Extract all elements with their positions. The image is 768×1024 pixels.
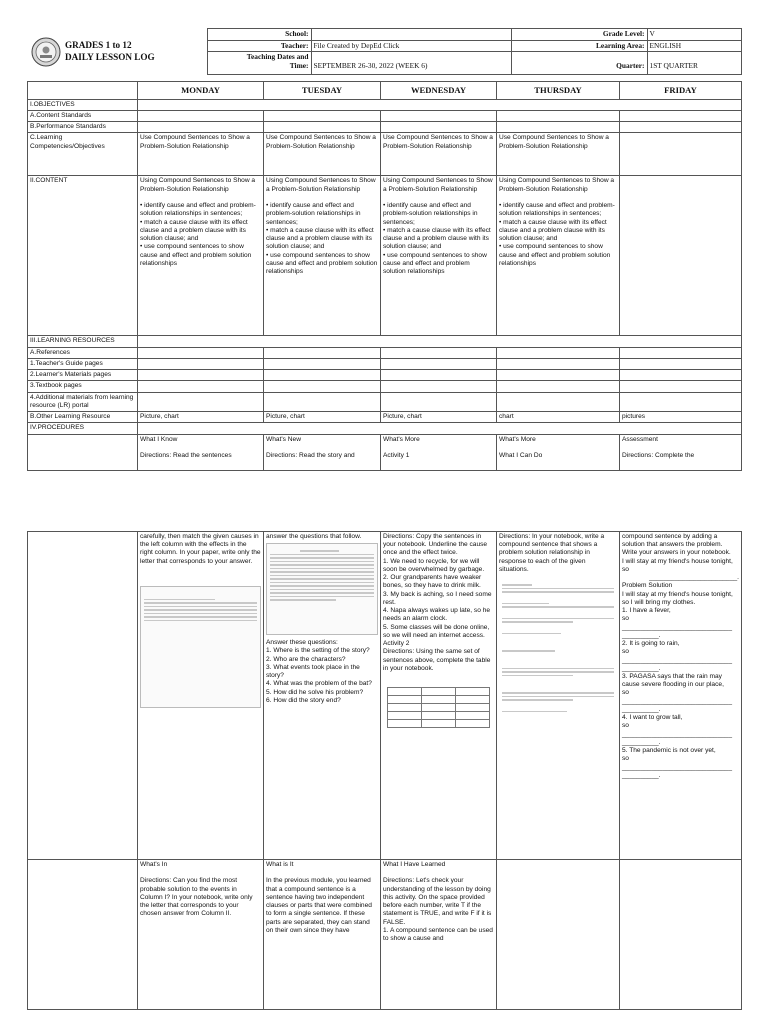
- friday-item-5: 5. The pandemic is not over yet,: [622, 747, 716, 755]
- content-bullet-1: • identify cause and effect and problem-solution relationships in sentences;: [266, 202, 361, 226]
- blank-short: __________.: [622, 664, 661, 672]
- proc-text: What I Can Do: [499, 452, 543, 460]
- cell: [381, 370, 497, 381]
- row-textbook: 3.Textbook pages: [28, 381, 138, 392]
- cell: [138, 122, 264, 133]
- proc-text: Directions: Read the sentences: [140, 452, 232, 460]
- cell: [138, 336, 742, 347]
- area-label: Learning Area:: [511, 40, 647, 52]
- cell: [497, 358, 620, 369]
- content-title: Using Compound Sentences to Show a Problem-Solution Relationship: [266, 177, 376, 193]
- blank-short: __________.: [622, 705, 661, 713]
- day-header-wednesday: WEDNESDAY: [381, 82, 497, 100]
- row-content: II.CONTENT: [28, 176, 138, 336]
- row-competencies: C.Learning Competencies/Objectives: [28, 133, 138, 176]
- question-4: 4. What was the problem of the bat?: [266, 680, 372, 688]
- friday-example-2: I will stay at my friend's house tonight, so I will bring my clothes.: [622, 590, 733, 606]
- blank-short: __________.: [622, 631, 661, 639]
- question-1: 1. Where is the setting of the story?: [266, 647, 370, 655]
- so-label: so: [622, 722, 629, 730]
- cell: [455, 687, 489, 695]
- proc-text: Directions: Read the story and: [266, 452, 355, 460]
- cell: [620, 347, 742, 358]
- friday-directions: compound sentence by adding a solution that answers the problem. Write your answers in your notebook.: [622, 533, 731, 557]
- proc-tuesday: [264, 434, 381, 470]
- row-procedures: IV.PROCEDURES: [28, 423, 138, 434]
- day-header-friday: FRIDAY: [620, 82, 742, 100]
- p2b-wednesday: [381, 860, 497, 1010]
- dates-value: [311, 52, 511, 75]
- cell: [381, 122, 497, 133]
- situations-image: [499, 584, 617, 774]
- so-label: so: [622, 648, 629, 656]
- cell: [497, 392, 620, 411]
- area-value: ENGLISH: [647, 40, 741, 52]
- content-monday: [138, 176, 264, 336]
- title-line-1: GRADES 1 to 12: [65, 40, 132, 50]
- cell: [620, 176, 742, 336]
- whats-in-directions: Directions: Can you find the most probable solution to the events in Column I? In your notebook, write only the letter that corresponds to your chosen answer from Column II.: [140, 877, 253, 918]
- activity-2-directions: Directions: Using the same set of sentences above, complete the table in your notebook.: [383, 648, 491, 672]
- other-monday: Picture, chart: [138, 412, 264, 423]
- matching-exercise-image: [140, 586, 261, 708]
- cause-effect-table-image: [383, 687, 494, 739]
- blank-short: __________.: [622, 738, 661, 746]
- cell: [264, 392, 381, 411]
- tuesday-intro: answer the questions that follow.: [266, 533, 362, 540]
- competency-monday: Use Compound Sentences to Show a Problem-Solution Relationship: [138, 133, 264, 176]
- competency-thursday: Use Compound Sentences to Show a Problem-Solution Relationship: [497, 133, 620, 176]
- blank-short: __________.: [622, 771, 661, 779]
- cell: [264, 370, 381, 381]
- so-label: so: [622, 689, 629, 697]
- cell: [388, 695, 422, 703]
- content-tuesday: [264, 176, 381, 336]
- day-header-blank: [28, 82, 138, 100]
- whats-in-heading: What's In: [140, 861, 168, 868]
- wed-sentence-1: 1. We need to recycle, for we will soon be overwhelmed by garbage.: [383, 557, 485, 573]
- competency-wednesday: Use Compound Sentences to Show a Problem-Solution Relationship: [381, 133, 497, 176]
- content-bullet-3: • use compound sentences to show cause and effect and problem solution relationships: [266, 251, 378, 276]
- cell: [497, 860, 620, 1010]
- cell: [388, 703, 422, 711]
- content-bullet-2: • match a cause clause with its effect clause and a problem clause with its solution clause; and: [140, 218, 248, 243]
- p2b-monday: [138, 860, 264, 1010]
- cell: [422, 687, 456, 695]
- dates-label-line-2: Time:: [289, 60, 309, 70]
- cell: [381, 110, 497, 121]
- content-bullet-1: • identify cause and effect and problem-solution relationships in sentences;: [140, 202, 256, 218]
- what-i-have-learned-directions: Directions: Let's check your understanding of the lesson by doing this activity. On the space provided before each number, write T if the statement is TRUE, and write F if it is FALSE.: [383, 877, 492, 926]
- other-thursday: chart: [497, 412, 620, 423]
- content-bullet-1: • identify cause and effect and problem-solution relationships in sentences;: [499, 202, 615, 218]
- p2-wednesday: [381, 532, 497, 860]
- cell: [138, 423, 742, 434]
- content-bullet-3: • use compound sentences to show cause and effect and problem solution relationships: [499, 243, 611, 267]
- cell: [497, 370, 620, 381]
- question-5: 5. How did he solve his problem?: [266, 688, 364, 696]
- row-performance-standards: B.Performance Standards: [28, 122, 138, 133]
- grade-label: Grade Level:: [511, 29, 647, 41]
- blank-line: ______________________________: [622, 697, 733, 705]
- cell: [620, 381, 742, 392]
- friday-example-1: I will stay at my friend's house tonight, so: [622, 557, 733, 573]
- question-3: 3. What events took place in the story?: [266, 663, 360, 680]
- proc-monday: [138, 434, 264, 470]
- wed-sentence-5: 5. Some classes will be done online, so we will need an internet access.: [383, 623, 490, 639]
- content-title: Using Compound Sentences to Show a Problem-Solution Relationship: [499, 177, 615, 193]
- teacher-label: Teacher:: [207, 40, 311, 52]
- cell: [388, 711, 422, 719]
- cell: [497, 381, 620, 392]
- dates-value-text: SEPTEMBER 26-30, 2022 (WEEK 6): [313, 61, 428, 71]
- p2-tuesday: [264, 532, 381, 860]
- content-bullet-1: • identify cause and effect and problem-solution relationships in sentences;: [383, 202, 478, 226]
- proc-head: What's More: [383, 435, 420, 443]
- blank-line: ______________________________: [622, 656, 733, 664]
- row-references: A.References: [28, 347, 138, 358]
- day-header-monday: MONDAY: [138, 82, 264, 100]
- other-wednesday: Picture, chart: [381, 412, 497, 423]
- content-bullet-2: • match a cause clause with its effect clause and a problem clause with its solution clause; and: [499, 218, 607, 243]
- quarter-value: [647, 52, 741, 75]
- blank-line: ______________________________: [622, 730, 733, 738]
- friday-item-3: 3. PAGASA says that the rain may cause severe flooding in our place,: [622, 672, 724, 689]
- cell: [620, 358, 742, 369]
- content-title: Using Compound Sentences to Show a Problem-Solution Relationship: [383, 177, 493, 193]
- row-learners-materials: 2.Learner's Materials pages: [28, 370, 138, 381]
- cell: [388, 719, 422, 727]
- questions-heading: Answer these questions:: [266, 639, 338, 647]
- mini-table: [387, 687, 489, 728]
- row-teachers-guide: 1.Teacher's Guide pages: [28, 358, 138, 369]
- cell: [138, 347, 264, 358]
- proc-thursday: [497, 434, 620, 470]
- friday-item-4: 4. I want to grow tall,: [622, 714, 683, 722]
- content-title: Using Compound Sentences to Show a Problem-Solution Relationship: [140, 177, 256, 193]
- blank-line: ______________________________: [622, 763, 733, 771]
- other-tuesday: Picture, chart: [264, 412, 381, 423]
- grade-value: V: [647, 29, 741, 41]
- question-2: 2. Who are the characters?: [266, 655, 346, 663]
- dates-label: [207, 52, 311, 75]
- thursday-directions: Directions: In your notebook, write a compound sentence that shows a problem solution relationship in response to each of the given situations.: [499, 533, 605, 573]
- cell: [620, 392, 742, 411]
- content-bullet-2: • match a cause clause with its effect clause and a problem clause with its solution clause; and: [383, 226, 491, 251]
- cell: [264, 122, 381, 133]
- proc-head: What's New: [266, 435, 301, 443]
- cell: [381, 358, 497, 369]
- title-line-2: DAILY LESSON LOG: [65, 51, 155, 62]
- question-6: 6. How did the story end?: [266, 696, 341, 704]
- quarter-label-text: Quarter:: [616, 61, 645, 71]
- content-bullet-3: • use compound sentences to show cause and effect and problem solution relationships: [140, 243, 252, 267]
- friday-example-blank: ________________________.: [649, 574, 739, 582]
- cell: [455, 703, 489, 711]
- proc-wednesday: [381, 434, 497, 470]
- cell: [455, 695, 489, 703]
- content-wednesday: [381, 176, 497, 336]
- cell: [138, 358, 264, 369]
- cell: [28, 860, 138, 1010]
- cell: [455, 719, 489, 727]
- proc-friday: [620, 434, 742, 470]
- quarter-value-text: 1ST QUARTER: [649, 61, 698, 71]
- objectives-span: [138, 99, 742, 110]
- header-table: [27, 28, 742, 75]
- so-label: so: [622, 755, 629, 763]
- wednesday-directions: Directions: Copy the sentences in your notebook. Underline the cause once and the effect twice.: [383, 533, 488, 557]
- p2-friday: [620, 532, 742, 860]
- day-header-thursday: THURSDAY: [497, 82, 620, 100]
- competency-tuesday: Use Compound Sentences to Show a Problem-Solution Relationship: [264, 133, 381, 176]
- proc-head: Assessment: [622, 435, 658, 443]
- cell: [28, 532, 138, 860]
- wed-sentence-4: 4. Napa always wakes up late, so he needs an alarm clock.: [383, 607, 491, 623]
- cell: [388, 687, 422, 695]
- cell: [138, 370, 264, 381]
- what-is-it-heading: What is It: [266, 861, 294, 868]
- content-bullet-3: • use compound sentences to show cause and effect and problem solution relationships: [383, 251, 487, 276]
- school-value: [311, 29, 511, 41]
- cell: [620, 370, 742, 381]
- header-logo-cell: [27, 29, 207, 75]
- cell: [620, 110, 742, 121]
- row-objectives: I.OBJECTIVES: [28, 99, 138, 110]
- lesson-log-page-1: [27, 28, 741, 471]
- row-content-standards: A.Content Standards: [28, 110, 138, 121]
- proc-head: What's More: [499, 435, 536, 443]
- cell: [264, 110, 381, 121]
- lesson-table-page-2: [27, 531, 742, 1010]
- lesson-table-page-1: [27, 81, 742, 471]
- friday-item-1: 1. I have a fever,: [622, 607, 671, 615]
- what-i-have-learned-item-1: 1. A compound sentence can be used to show a cause and: [383, 926, 493, 943]
- p2b-tuesday: [264, 860, 381, 1010]
- wed-sentence-2: 2. Our grandparents have weaker bones, so they have to drink milk.: [383, 574, 482, 590]
- cell: [138, 392, 264, 411]
- row-additional-materials: 4.Additional materials from learning resource (LR) portal: [28, 392, 138, 411]
- cell: [381, 381, 497, 392]
- cell: [28, 434, 138, 470]
- cell: [381, 347, 497, 358]
- cell: [497, 122, 620, 133]
- problem-solution-label: Problem Solution: [622, 582, 673, 590]
- p2-monday: [138, 532, 264, 860]
- blank-line: ______________________________: [622, 623, 733, 631]
- cell: [455, 711, 489, 719]
- cell: [422, 695, 456, 703]
- wed-sentence-3: 3. My back is aching, so I need some rest.: [383, 590, 492, 606]
- story-image: [266, 543, 378, 635]
- cell: [381, 392, 497, 411]
- cell: [264, 358, 381, 369]
- content-thursday: [497, 176, 620, 336]
- p2-thursday: [497, 532, 620, 860]
- proc-text: Directions: Complete the: [622, 452, 695, 460]
- school-label: School:: [207, 29, 311, 41]
- cell: [497, 110, 620, 121]
- deped-seal-icon: [31, 37, 61, 67]
- what-i-have-learned-heading: What I Have Learned: [383, 861, 446, 868]
- content-bullet-2: • match a cause clause with its effect clause and a problem clause with its solution clause; and: [266, 226, 374, 251]
- cell: [138, 110, 264, 121]
- day-header-tuesday: TUESDAY: [264, 82, 381, 100]
- cell: [620, 122, 742, 133]
- cell: [497, 347, 620, 358]
- quarter-label: [511, 52, 647, 75]
- proc-text: Activity 1: [383, 452, 410, 460]
- cell: [138, 381, 264, 392]
- cell: [264, 347, 381, 358]
- proc-head: What I Know: [140, 435, 178, 443]
- dates-label-line-1: Teaching Dates and: [246, 52, 309, 62]
- teacher-value: File Created by DepEd Click: [311, 40, 511, 52]
- monday-directions: carefully, then match the given causes in the left column with the effects in the right column. In your paper, write only the letter that corresponds to your answer.: [140, 533, 261, 565]
- lesson-log-page-2: [27, 531, 741, 1010]
- cell: [422, 719, 456, 727]
- activity-2-heading: Activity 2: [383, 640, 410, 648]
- cell: [422, 703, 456, 711]
- what-is-it-text: In the previous module, you learned that a compound sentence is a sentence having two independent clauses or parts that were combined to form a single sentence. If these parts are separated, they can stand on their own since they have: [266, 877, 372, 934]
- friday-item-2: 2. It is going to rain,: [622, 640, 680, 648]
- cell: [422, 711, 456, 719]
- cell: [620, 860, 742, 1010]
- other-friday: pictures: [620, 412, 742, 423]
- so-label: so: [622, 615, 629, 623]
- cell: [264, 381, 381, 392]
- cell: [620, 133, 742, 176]
- row-other-resource: B.Other Learning Resource: [28, 412, 138, 423]
- row-resources: III.LEARNING RESOURCES: [28, 336, 138, 347]
